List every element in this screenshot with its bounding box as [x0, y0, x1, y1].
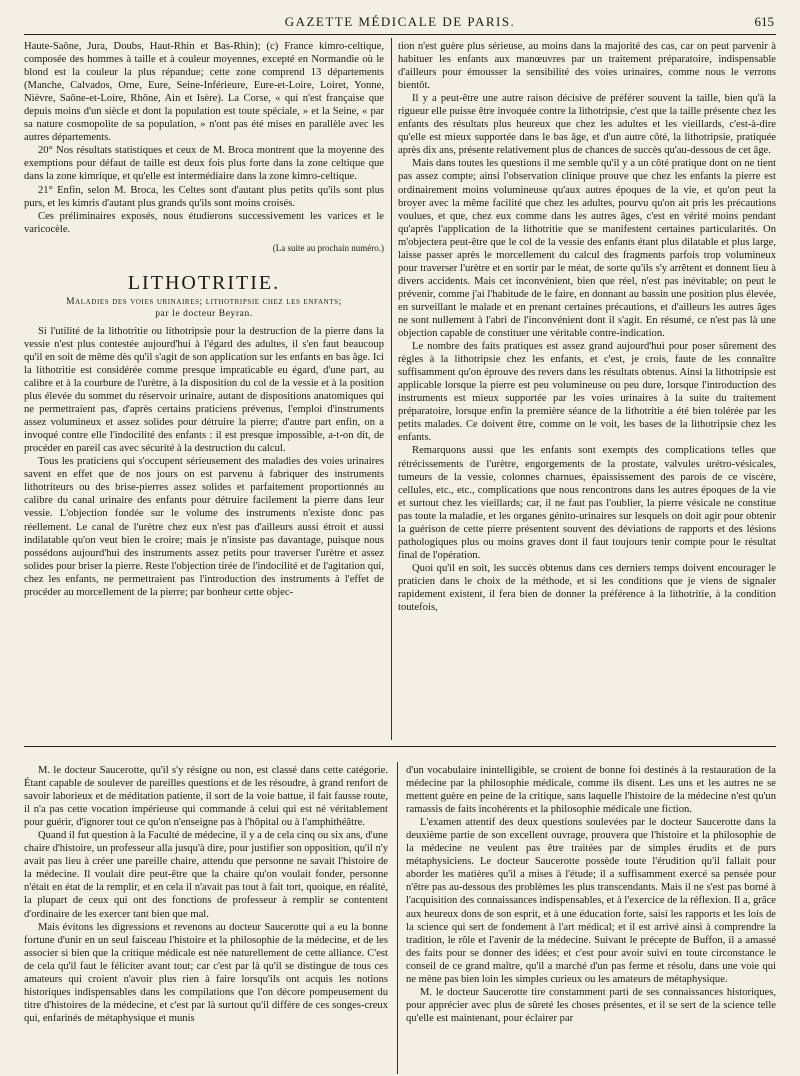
paragraph: d'un vocabulaire inintelligible, se croient de bonne foi destinés à la restauration de la médecine par la philosophie médicale, comme ils disent. Les uns et les autres ne se mettent guère en peine de la critique, sans laquelle l'histoire de la médecine n'est qu'un ramassis de faits incohérents et la philosophie médicale une fiction.	[406, 765, 776, 816]
column-divider	[391, 38, 392, 740]
column-right-bottom	[406, 764, 776, 1025]
paragraph: 20° Nos résultats statistiques et ceux de M. Broca montrent que la moyenne des exemptions pour défaut de taille est deux fois plus forte dans la zone celtique que dans la zone kimrique, et qu'elle est intermédiaire dans la zone kimro-celtique.	[24, 145, 384, 183]
paragraph: tion n'est guère plus sérieuse, au moins dans la majorité des cas, car on peut parvenir à habituer les enfants aux manœuvres par un traitement préparatoire, indispensable d'ailleurs pour émousser la sensibilité des voies urinaires, comme nous le verrons bientôt.	[398, 41, 776, 92]
paragraph: Tous les praticiens qui s'occupent sérieusement des maladies des voies urinaires savent en effet que de nos jours on est parvenu à fabriquer des instruments lithotriteurs ou des brise-pierres assez solides et parfaitement proportionnés au calibre du canal urinaire des enfants pour détruire facilement la pierre dans leur vessie. L'objection fondée sur le volume des instruments n'existe donc pas réellement. Le canal de l'urètre chez eux n'est pas d'ailleurs aussi étroit et aussi indilatable qu'on veut bien le croire; mais je n'insiste pas davantage, puisque nous possédons aujourd'hui des instruments assez petits pour traverser l'urètre et assez solides pour briser la pierre. Reste l'objection tirée de l'indocilité et de l'agitation qui, chez les enfants, ne permettraient pas l'introduction des instruments à l'effet de procéder au morcellement de la pierre; par bonheur cette objec-	[24, 456, 384, 598]
column-left-top	[24, 40, 384, 599]
column-left-bottom	[24, 764, 388, 1025]
paragraph: L'examen attentif des deux questions soulevées par le docteur Saucerotte dans la deuxième partie de son excellent ouvrage, prouvera que l'histoire et la philosophie de la médecine ne veulent pas être traitées par de simples érudits et de purs métaphysiciens. Le docteur Saucerotte possède toute l'érudition qu'il fallait pour aborder les matières qu'il a mises à l'étude; il a suffisamment exercé sa pensée pour n'être pas au-dessous des problèmes les plus transcendants. Mais il ne s'est pas borné à l'acquisition des connaissances indispensables, et à l'exercice de la réflexion. Il a, grâce aux heureux dons de son esprit, et à une éducation forte, saisi les rapports et les lois de la science qui sert de fondement à l'art médical; et il est arrivé ainsi à comprendre la tradition, le rôle et l'avenir de la médecine. Suivant le précepte de Buffon, il a amassé des faits pour se donner des idées; et c'est pour avoir suivi en toute circonstance le conseil de ce grand maître, qu'il a marché d'un pas ferme et résolu, dans une voie qui ne mène pas bien loin les simples curieux ou les amateurs de métaphysique.	[406, 817, 776, 985]
paragraph: Il y a peut-être une autre raison décisive de préférer souvent la taille, bien qu'à la rigueur elle puisse être invoquée contre la lithotripsie, c'est que la taille présente chez les enfants des résultats plus heureux que chez les adultes et les vieillards, c'est-à-dire qu'elle est mieux supportée dans le bas âge, et d'un autre côté, la lithotripsie, pratiquée après dix ans, présente relativement plus de chances de succès qu'au-dessous de cet âge.	[398, 93, 776, 157]
paragraph: 21° Enfin, selon M. Broca, les Celtes sont d'autant plus petits qu'ils sont plus purs, et les kimris d'autant plus grands qu'ils sont moins croisés.	[24, 184, 384, 209]
paragraph: Si l'utilité de la lithotritie ou lithotripsie pour la destruction de la pierre dans la vessie n'est plus contestée aujourd'hui à l'égard des adultes, il s'en faut beaucoup qu'il en soit de même dès qu'il s'agit de son application sur les enfants en bas âge. Ici la lithotritie est considérée comme presque impraticable eu égard, d'une part, au calibre et à la courbure de l'urètre, à la disposition du col de la vessie et à la position plus élevée du sommet du réservoir urinaire, autant de dispositions anatomiques qui ne permettraient pas, d'après certains praticiens prévenus, l'emploi d'instruments assez volumineux et assez solides pour détruire la pierre; d'autre part enfin, on a invoqué contre elle l'indocilité des enfants : il est presque impossible, a-t-on dit, de procéder en pareil cas avec sécurité à la destruction du calcul.	[24, 325, 384, 455]
journal-title: GAZETTE MÉDICALE DE PARIS.	[284, 14, 516, 29]
section-divider	[24, 746, 776, 747]
paragraph: Quoi qu'il en soit, les succès obtenus dans ces derniers temps doivent encourager le praticien dans le choix de la méthode, et si les conditions que je viens de signaler rapidement existent, il fera bien de donner la préférence à la lithotritie, à la condition toutefois,	[398, 562, 776, 614]
column-right-top	[398, 40, 776, 614]
section-title: LITHOTRITIE.	[127, 271, 281, 294]
paragraph: M. le docteur Saucerotte, qu'il s'y résigne ou non, est classé dans cette catégorie. Étant capable de soulever de pareilles questions et de les résoudre, à grand renfort de savoir laborieux et de méditation patiente, il sort de la voie battue, il fait fausse route, il n'a pas cette vocation impérieuse qui commande à celui qui est né véritablement pour guérir, d'ignorer tout ce qu'on n'enseigne pas à l'hôpital ou à l'amphithéâtre.	[24, 765, 388, 829]
subtitle-line-2: par le docteur Beyran.	[155, 308, 253, 319]
paragraph: Le nombre des faits pratiques est assez grand aujourd'hui pour poser sûrement des règles à la lithotripsie chez les enfants, et c'est, je crois, faute de les connaître suffisamment qu'on éprouve des revers dans les résultats obtenus. Ainsi la lithotripsie est applicable lorsque la pierre est peu volumineuse ou peu dure, lorsque l'introduction des instruments est mieux supportée par les voies urinaires à la suite du traitement préparatoire, lorsque enfin la première séance de la lithotritie a été bien tolérée par les petits malades. Ce doivent être, comme on le voit, les bases de la lithotripsie chez les enfants.	[398, 341, 776, 444]
paragraph: Haute-Saône, Jura, Doubs, Haut-Rhin et Bas-Rhin); (c) France kimro-celtique, composée des hommes à taille et à couleur moyennes, excepté en Normandie où le blond est la couleur la plus répandue; cette zone comprend 13 départements (Manche, Calvados, Orne, Eure, Seine-Inférieure, Eure-et-Loire, Loiret, Yonne, Nièvre, Saône-et-Loire, Rhône, Ain et Isère). La Corse, « qui n'est française que depuis moins d'un siècle et dont la population est toute spéciale, » et la Seine, « par sa nature cosmopolite de sa population, » n'ont pas été mises en parallèle avec les autres départements.	[24, 41, 384, 144]
paragraph: Remarquons aussi que les enfants sont exempts des complications telles que rétrécissements de l'urètre, engorgements de la prostate, valvules urétro-vésicales, tumeurs de la vessie, colonnes charnues, épaississement des parois de ce viscère, cellules, etc., etc., complications que nous rencontrons dans les autres époques de la vie et surtout chez les vieillards; car, il ne faut pas l'oublier, la pierre vésicale ne constitue pas toute la maladie, et les organes génito-urinaires sur lesquels on doit agir pour obtenir la guérison de cette pierre présentent souvent des déviations de rapports et des lésions pathologiques plus ou moins graves dont il faut toujours tenir compte pour le résultat final de l'opération.	[398, 445, 776, 561]
column-divider-lower	[397, 762, 398, 1074]
continued-note: (La suite au prochain numéro.)	[272, 242, 384, 253]
paragraph: Ces préliminaires exposés, nous étudierons successivement les varices et le varicocèle.	[24, 210, 384, 235]
subtitle-line-1: Maladies des voies urinaires; lithotripsie chez les enfants;	[66, 296, 342, 307]
paragraph: Quand il fut question à la Faculté de médecine, il y a de cela cinq ou six ans, d'une chaire d'histoire, un professeur alla jusqu'à dire, pour justifier son opposition, qu'il n'y avait pas lieu à créer une pareille chaire, attendu que personne ne savait l'histoire de la médecine. Il voulait dire peut-être que la chaire qu'on voulait fonder, personne n'était en état de la remplir, et en cela il n'avait pas tout à fait tort, quoique, en réalité, la plupart de ceux qui ont des fonctions de professeur à remplir se contentent d'ordinaire de les exercer tant bien que mal.	[24, 830, 388, 920]
paragraph: Mais dans toutes les questions il me semble qu'il y a un côté pratique dont on ne tient pas assez compte; ainsi l'observation clinique prouve que chez les enfants la pierre est ordinairement moins volumineuse qu'aux autres époques de la vie, et qu'on peut la broyer avec la même facilité que chez les adultes, pourvu qu'on ait pris les précautions voulues, et que, chez eux comme dans les autres âges, c'est en vérité moins pendant qu'après l'application de la lithotritie que se manifestent certaines particularités. On m'objectera peut-être que le col de la vessie des enfants étant plus dilatable et plus large, laisse passer après le morcellement du calcul des fragments parfois trop volumineux pour traverser l'urètre et en sortir par le méat, de sorte qu'ils s'y arrêtent et donnent lieu à divers accidents. Mais cet inconvénient, bien que réel, n'est pas inévitable; on peut le prévenir, comme j'ai l'habitude de le faire, en donnant au bassin une position plus élevée, en surveillant le malade et en prenant certaines précautions, et d'ailleurs les autres âges ne sont nullement à l'abri de l'inconvénient dont il s'agit. En résumé, ce n'est pas là une objection capable de constituer une véritable contre-indication.	[398, 158, 776, 340]
paragraph: Mais évitons les digressions et revenons au docteur Saucerotte qui a eu la bonne fortune d'unir en un seul faisceau l'histoire et la philosophie de la médecine, et de les associer si bien que la critique médicale est née naturellement de cette alliance. C'est de cela qu'il faut le féliciter avant tout; car c'est par là qu'il se distingue de tous ces amateurs qui croient n'avoir plus rien à faire lorsqu'ils ont acquis les notions historiques indispensables dans les compilations que l'on décore pompeusement du titre d'histoires de la médecine, et c'est par là surtout qu'il diffère de ces songes-creux qui, enfarinés de métaphysique et munis	[24, 921, 388, 1024]
page-header	[24, 12, 776, 35]
page-number: 615	[754, 14, 774, 29]
paragraph: M. le docteur Saucerotte tire constamment parti de ses connaissances historiques, pour apprécier avec plus de sûreté les choses présentes, et il se sert de la science telle qu'elle est maintenant, pour éclairer par	[406, 986, 776, 1024]
section-subtitle	[24, 296, 384, 320]
